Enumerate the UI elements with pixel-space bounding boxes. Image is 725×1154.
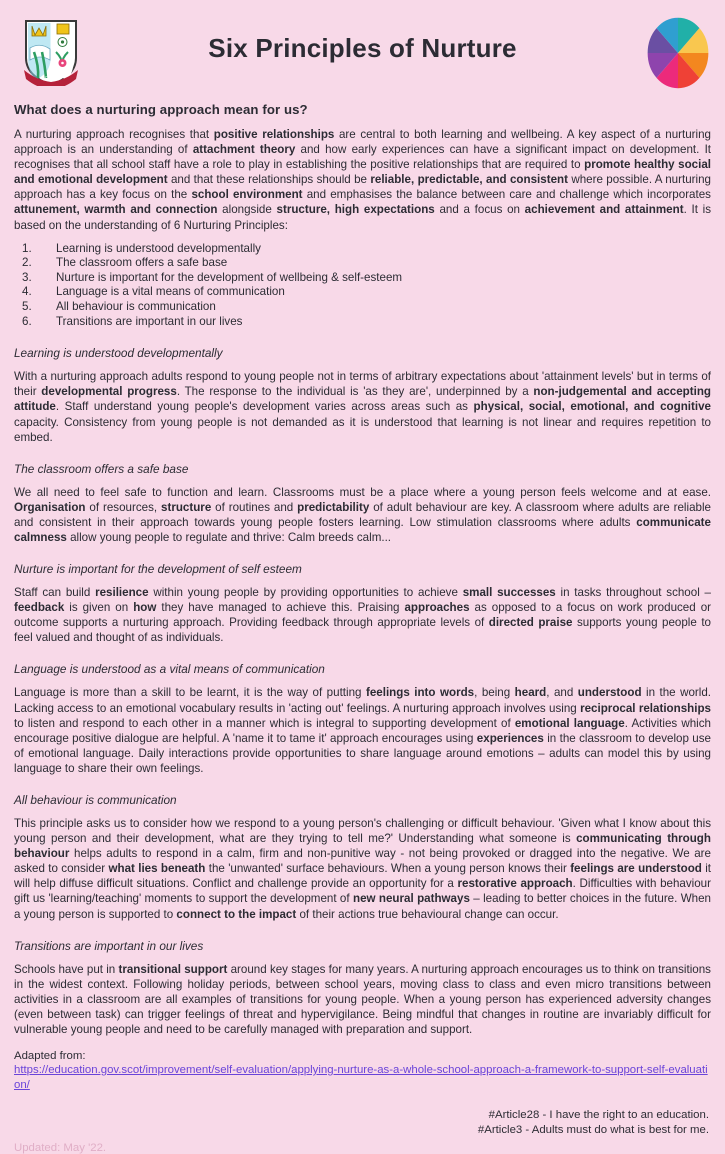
list-item-label: Language is a vital means of communication <box>56 285 285 299</box>
list-item-number: 5. <box>22 300 32 314</box>
list-item-number: 1. <box>22 241 32 255</box>
section-body-behaviour: This principle asks us to consider how we respond to a young person's challenging or difficult behaviour. 'Given what I know about this young person and their development, what are they trying to tell me?' Understanding what someone is communicating through behaviour helps adults to respond in a calm, firm and non-punitive way - not being provoked or dragged into the negative. We are asked to consider what lies beneath the 'unwanted' surface behaviours. When a young person knows their feelings are understood it will help diffuse difficult situations. Conflict and challenge provide an opportunity for a restorative approach. Difficulties with behaviour gift us 'learning/teaching' moments to support the development of new neural pathways – leading to better choices in the future. When a young person is supported to connect to the impact of their actions true behavioural change can occur. <box>14 817 712 921</box>
section-body-transitions: Schools have put in transitional support around key stages for many years. A nurturing approach encourages us to think on transitions in the widest context. Following holiday periods, between school years, moving class to class and even micro transitions between activities in a classroom are all examples of transitions for young people. When a young person has experienced adversity changes (even between task) can trigger feelings of threat and hypervigilance. Being mindful that changes in routine are invariably difficult for vulnerable young people and need to be carefully managed with preparation and support. <box>14 962 711 1037</box>
section-heading-transitions: Transitions are important in our lives <box>14 938 204 953</box>
list-item <box>14 300 711 315</box>
section-heading-behaviour: All behaviour is communication <box>14 793 177 807</box>
poster-body <box>0 102 725 1037</box>
list-item-number: 4. <box>22 285 32 299</box>
list-item-label: Transitions are important in our lives <box>56 314 243 328</box>
poster-header <box>0 0 725 96</box>
list-item-label: Learning is understood developmentally <box>56 241 261 255</box>
list-item-label: Nurture is important for the development of wellbeing & self-esteem <box>56 270 403 284</box>
list-item-number: 6. <box>22 314 32 328</box>
adapted-from-label: Adapted from: <box>14 1050 86 1063</box>
intro-question: What does a nurturing approach mean for us? <box>14 102 308 117</box>
updated-stamp: Updated: May '22. <box>14 1142 107 1154</box>
intro-paragraph: A nurturing approach recognises that positive relationships are central to both learning and wellbeing. A key aspect of a nurturing approach is an understanding of attachment theory and how early experiences can have a significant impact on development. It recognises that all school staff have a role to play in establishing the positive relationships that are required to promote healthy social and emotional development and that these relationships should be reliable, predictable, and consistent where possible. A nurturing approach has a key focus on the school environment and emphasises the balance between care and challenge which incorporates attunement, warmth and connection alongside structure, high expectations and a focus on achievement and attainment. It is based on the understanding of 6 Nurturing Principles: <box>14 128 712 232</box>
article-references <box>14 1108 711 1137</box>
section-body-safe-base: We all need to feel safe to function and learn. Classrooms must be a place where a young person feels welcome and at ease. Organisation of resources, structure of routines and predictability of adult behaviour are key. A classroom where adults are reliable and consistent in their approach towards young people fosters learning. Low stimulation classrooms where adults communicate calmness allow young people to regulate and thrive: Calm breeds calm... <box>14 485 711 544</box>
list-item <box>14 256 711 271</box>
svg-text:SCHOOL: SCHOOL <box>42 75 60 80</box>
source-url-link[interactable]: https://education.gov.scot/improvement/self-evaluation/applying-nurture-as-a-whole-school-approach-a-framework-to-support-self-evaluation/ <box>14 1064 708 1091</box>
list-item <box>14 315 711 330</box>
section-body-self-esteem: Staff can build resilience within young people by providing opportunities to achieve small successes in tasks throughout school – feedback is given on how they have managed to achieve this. Praising approaches as opposed to a focus on work produced or outcome supports a nurturing approach. Providing feedback through appropriate levels of directed praise supports young people to feel valued and thought of as individuals. <box>14 586 711 645</box>
list-item-label: The classroom offers a safe base <box>56 256 228 270</box>
section-body-language: Language is more than a skill to be learnt, it is the way of putting feelings into words, being heard, and understood in the world. Lacking access to an emotional vocabulary results in 'acting out' feelings. A nurturing approach involves using reciprocal relationships to listen and respond to each other in a manner which is integral to supporting development of emotional language. Activities which encourage positive dialogue are helpful. A 'name it to tame it' approach encourages using experiences in the classroom to develop use of emotional language. Daily interactions provide opportunities to share language around emotions – adults can model this by using language to share their own feelings. <box>14 686 712 775</box>
nurture-wheel-icon <box>645 14 711 92</box>
list-item-number: 2. <box>22 256 32 270</box>
list-item-number: 3. <box>22 270 32 284</box>
article-line: #Article3 - Adults must do what is best for me. <box>477 1123 709 1136</box>
section-heading-self-esteem: Nurture is important for the development of self esteem <box>14 562 302 577</box>
principles-list <box>14 242 711 330</box>
section-body-learning-developmentally: With a nurturing approach adults respond to young people not in terms of arbitrary expectations about 'attainment levels' but in terms of their developmental progress. The response to the individual is 'as they are', underpinned by a non-judgemental and accepting attitude. Staff understand young people's development varies across areas such as physical, social, emotional, and cognitive capacity. Consistency from young people is not demanded as it is understood that learning is not linear and requires repetition to embed. <box>14 370 711 444</box>
section-heading-learning-developmentally: Learning is understood developmentally <box>14 346 223 361</box>
list-item-label: All behaviour is communication <box>56 300 216 314</box>
article-line: #Article28 - I have the right to an education. <box>488 1109 709 1122</box>
list-item <box>14 285 711 300</box>
list-item <box>14 271 711 286</box>
poster-footer <box>0 1050 725 1154</box>
list-item <box>14 242 711 257</box>
section-heading-language: Language is understood as a vital means of communication <box>14 662 325 677</box>
section-heading-safe-base: The classroom offers a safe base <box>14 461 189 476</box>
page-title: Six Principles of Nurture <box>208 33 517 63</box>
